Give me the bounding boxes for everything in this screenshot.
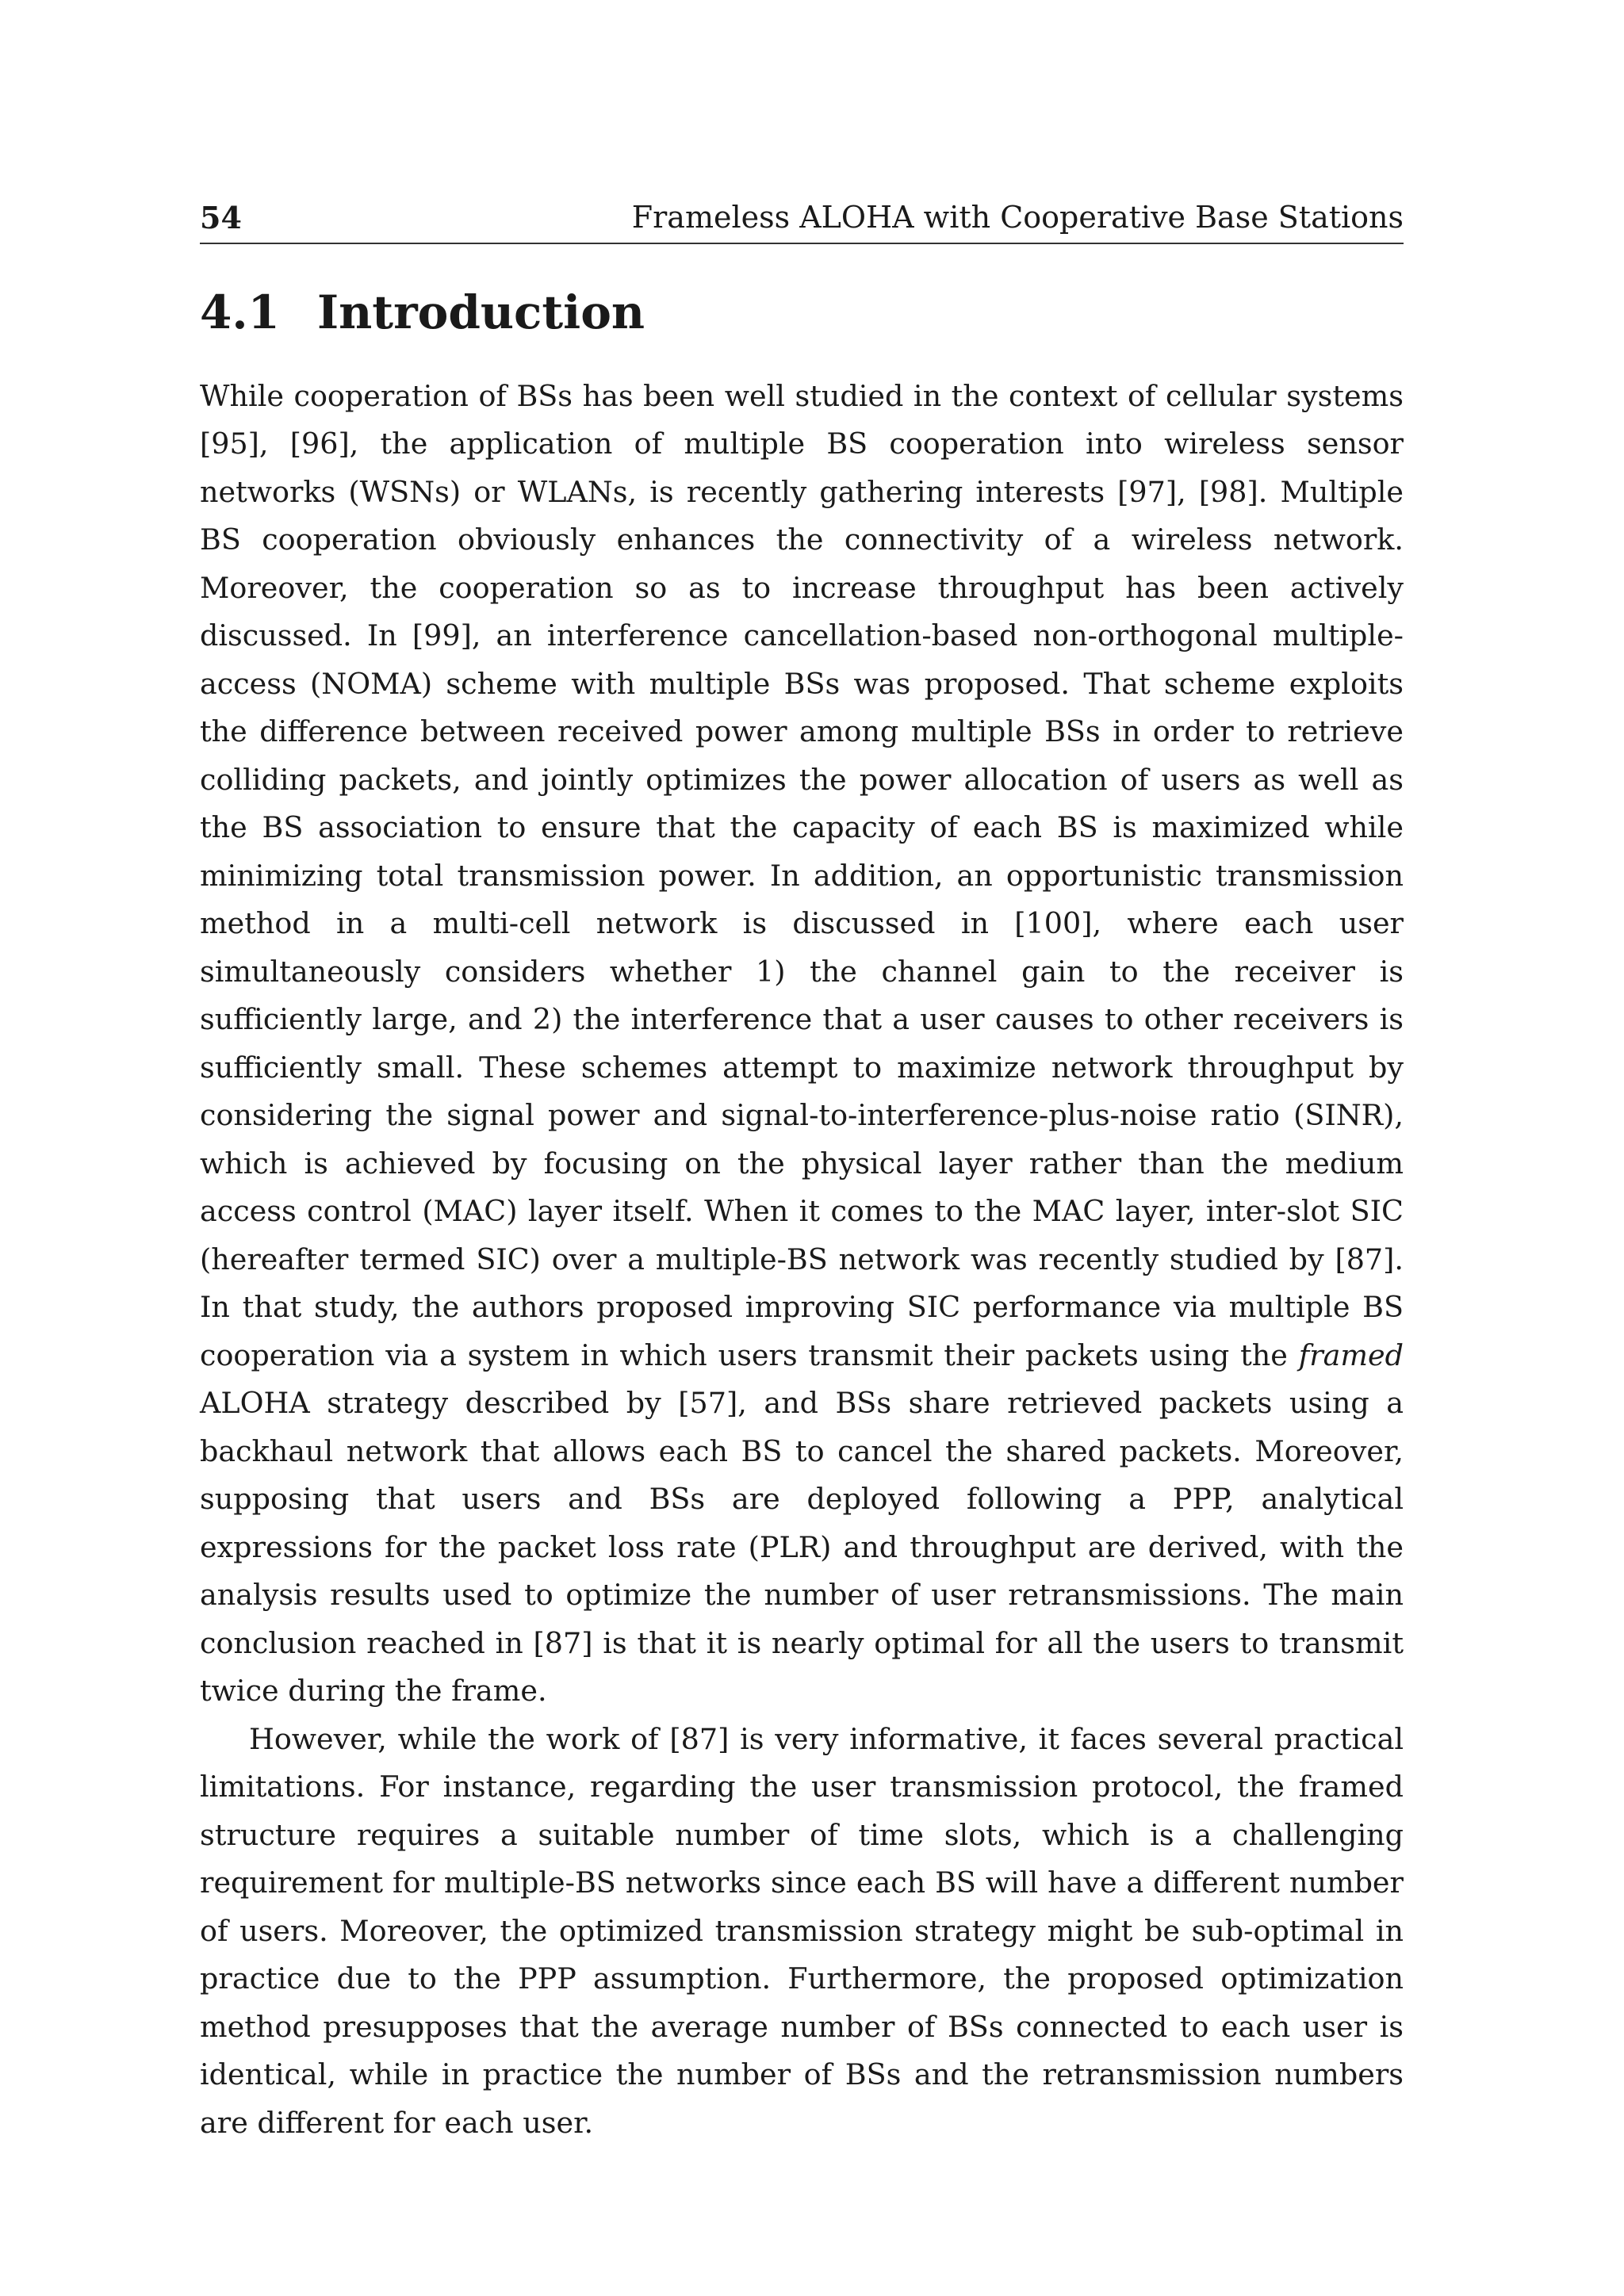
section-heading — [200, 285, 1404, 341]
body-text — [200, 373, 1404, 2148]
page-number: 54 — [200, 200, 242, 235]
section-number: 4.1 — [200, 285, 280, 339]
paragraph-2: However, while the work of [87] is very informative, it faces several practical limitations. For instance, regarding the user transmission protocol, the framed structure requires a suitable number of time slots, which is a challenging requirement for multiple-BS networks since each BS will have a different number of users. Moreover, the optimized transmission strategy might be sub-optimal in practice due to the PPP assumption. Furthermore, the proposed optimization method presupposes that the average number of BSs connected to each user is identical, while in practice the number of BSs and the retransmission numbers are different for each user. — [200, 1721, 1404, 2140]
section-title: Introduction — [317, 285, 645, 339]
page — [200, 197, 1404, 2147]
emphasis-framed: framed — [1298, 1337, 1404, 1372]
paragraph-1-text-a: While cooperation of BSs has been well studied in the context of cellular systems [95], [96], the application of multiple BS cooperation into wireless sensor networks (WSNs) or WLANs, is recently gathering interests [97], [98]. Multiple BS cooperation obviously enhances the connectivity of a wireless network. Moreover, the cooperation so as to increase throughput has been actively discussed. In [99], an interference cancellation-based non-orthogonal multiple-access (NOMA) scheme with multiple BSs was proposed. That scheme exploits the difference between received power among multiple BSs in order to retrieve colliding packets, and jointly optimizes the power allocation of users as well as the BS association to ensure that the capacity of each BS is maximized while minimizing total transmission power. In addition, an opportunistic transmission method in a multi-cell network is discussed in [100], where each user simultaneously considers whether 1) the channel gain to the receiver is sufficiently large, and 2) the interference that a user causes to other receivers is sufficiently small. These schemes attempt to maximize network throughput by considering the signal power and signal-to-interference-plus-noise ratio (SINR), which is achieved by focusing on the physical layer rather than the medium access control (MAC) layer itself. When it comes to the MAC layer, inter-slot SIC (hereafter termed SIC) over a multiple-BS network was recently studied by [87]. In that study, the authors proposed improving SIC performance via multiple BS cooperation via a system in which users transmit their packets using the — [200, 378, 1404, 1372]
paragraph-1-text-b: ALOHA strategy described by [57], and BSs share retrieved packets using a backhaul network that allows each BS to cancel the shared packets. Moreover, supposing that users and BSs are deployed following a PPP, analytical expressions for the packet loss rate (PLR) and throughput are derived, with the analysis results used to optimize the number of user retransmissions. The main conclusion reached in [87] is that it is nearly optimal for all the users to transmit twice during the frame. — [200, 1386, 1404, 1709]
paragraph-1 — [200, 373, 1404, 1716]
running-title: Frameless ALOHA with Cooperative Base Stations — [631, 200, 1404, 235]
running-header — [200, 197, 1404, 244]
